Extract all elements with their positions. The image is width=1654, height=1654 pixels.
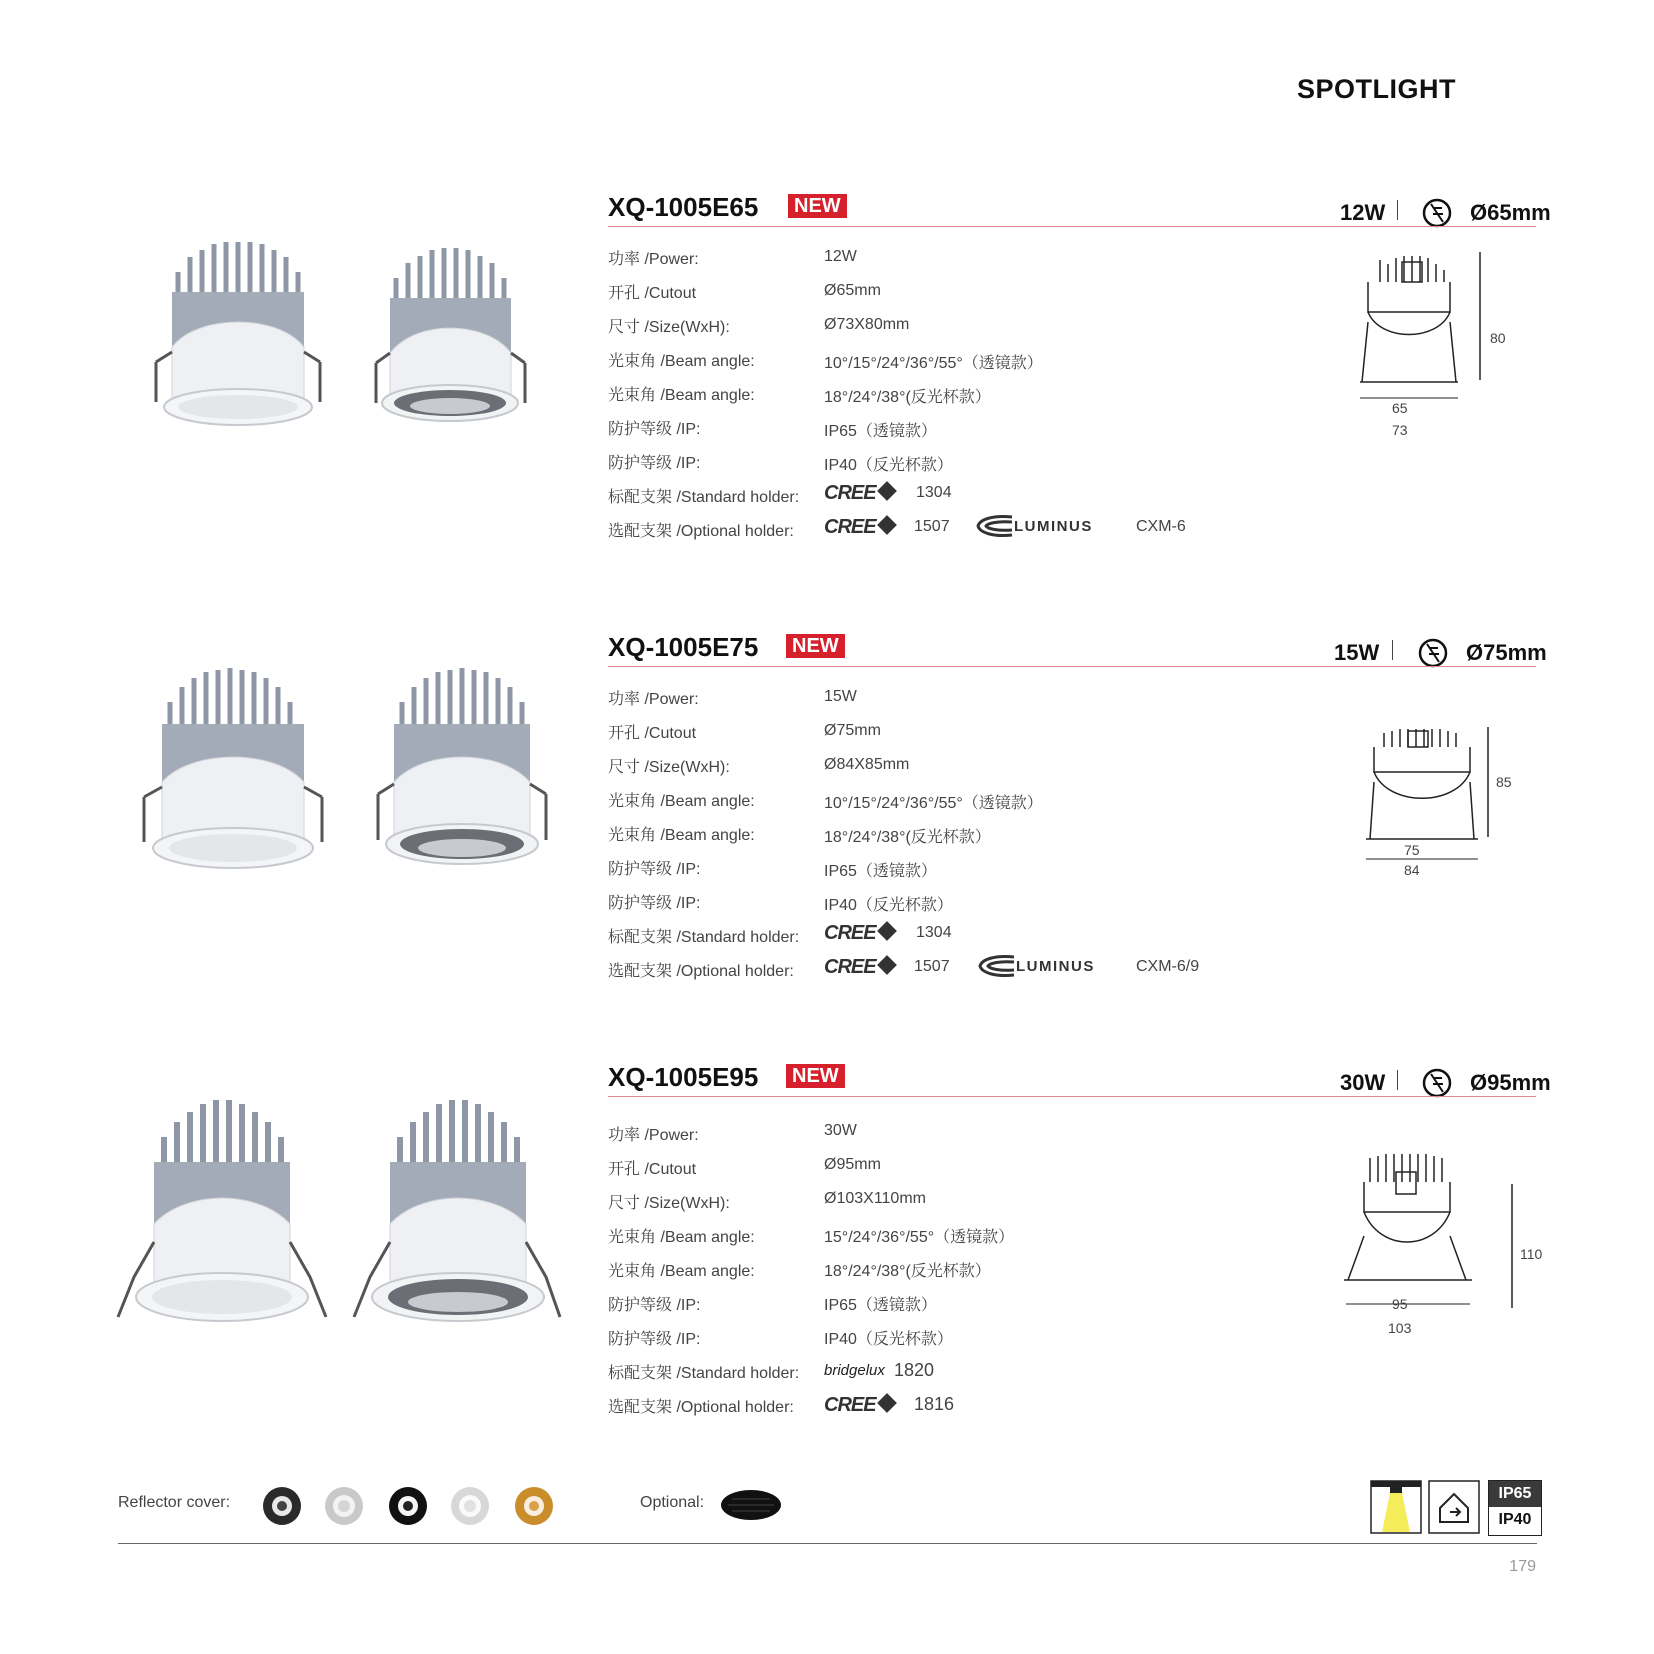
spec-label: 标配支架 /Standard holder: [608, 489, 800, 506]
spec-value: 18°/24°/38°(反光杯款） [824, 829, 991, 846]
holder-number: 1304 [916, 484, 952, 501]
spec-value: IP40（反光杯款） [824, 1331, 953, 1348]
product-photo-reflector [350, 1092, 564, 1342]
spec-label: 防护等级 /IP: [608, 1297, 701, 1314]
spec-label: 功率 /Power: [608, 251, 699, 268]
cutout-heading: Ø75mm [1466, 640, 1547, 665]
product-section [0, 632, 1654, 1052]
spec-label: 开孔 /Cutout [608, 285, 697, 302]
page-category: SPOTLIGHT [1297, 74, 1456, 104]
spec-label: 选配支架 /Optional holder: [608, 1399, 794, 1416]
optional-accessory-icon [720, 1488, 782, 1522]
spec-label: 尺寸 /Size(WxH): [608, 319, 730, 336]
cutout-heading: Ø65mm [1470, 200, 1551, 225]
title-rule [608, 1096, 1536, 1097]
spec-label: 光束角 /Beam angle: [608, 353, 755, 370]
footer-rule [118, 1543, 1537, 1544]
product-section [0, 1062, 1654, 1482]
reflector-swatch [388, 1486, 428, 1526]
product-photo-reflector [368, 238, 533, 438]
spec-value: 15W [824, 688, 857, 705]
reflector-cover-swatches [262, 1486, 562, 1526]
cree-logo [824, 516, 894, 539]
spec-value: 10°/15°/24°/36°/55°（透镜款） [824, 355, 1043, 372]
dimension-outer: 103 [1388, 1320, 1412, 1336]
spec-label: 防护等级 /IP: [608, 895, 701, 912]
title-rule [608, 666, 1536, 667]
spec-label: 功率 /Power: [608, 1127, 699, 1144]
ip-rating-badge [1488, 1480, 1542, 1536]
cree-logo [824, 922, 894, 945]
divider [1397, 1070, 1398, 1090]
spec-label: 光束角 /Beam angle: [608, 1229, 755, 1246]
dimension-height: 85 [1496, 774, 1512, 790]
spec-label: 尺寸 /Size(WxH): [608, 1195, 730, 1212]
bridgelux-logo: bridgelux [824, 1362, 885, 1379]
model-title: XQ-1005E75 [608, 632, 759, 662]
holder-number: 1507 [914, 958, 950, 975]
cree-logo-text: CREE [824, 1394, 876, 1416]
reflector-swatch [262, 1486, 302, 1526]
spec-value: 18°/24°/38°(反光杯款） [824, 1263, 991, 1280]
spec-label: 防护等级 /IP: [608, 1331, 701, 1348]
holder-number: 1820 [894, 1360, 935, 1380]
cree-logo-text: CREE [824, 922, 876, 944]
spec-label: 防护等级 /IP: [608, 455, 701, 472]
dimension-drawing [1360, 727, 1520, 887]
luminus-logo: LUMINUS [1016, 958, 1095, 975]
spec-value: IP65（透镜款） [824, 1297, 937, 1314]
product-photo-reflector [372, 662, 552, 887]
spec-value: IP40（反光杯款） [824, 897, 953, 914]
dimension-inner: 75 [1404, 842, 1420, 858]
spec-value: Ø75mm [824, 722, 881, 739]
spec-value: IP65（透镜款） [824, 423, 937, 440]
ip65-label: IP65 [1489, 1481, 1541, 1507]
new-badge: NEW [788, 194, 847, 218]
divider [1392, 640, 1393, 660]
spec-label: 光束角 /Beam angle: [608, 1263, 755, 1280]
indoor-home-icon [1428, 1480, 1480, 1534]
reflector-cover-label: Reflector cover: [118, 1494, 231, 1511]
reflector-swatch [324, 1486, 364, 1526]
dimension-drawing [1340, 252, 1500, 412]
page-number: 179 [1509, 1558, 1536, 1575]
divider [1397, 200, 1398, 220]
spec-value: Ø95mm [824, 1156, 881, 1173]
dimension-drawing [1336, 1152, 1526, 1322]
product-photo-white [114, 1092, 330, 1342]
spec-value: 10°/15°/24°/36°/55°（透镜款） [824, 795, 1043, 812]
spec-value: IP65（透镜款） [824, 863, 937, 880]
spec-label: 开孔 /Cutout [608, 725, 697, 742]
cutout-heading: Ø95mm [1470, 1070, 1551, 1095]
holder-number: CXM-6/9 [1136, 958, 1200, 975]
holder-number: 1816 [914, 1394, 955, 1414]
downlight-beam-icon [1370, 1480, 1422, 1534]
spec-value: 15°/24°/36°/55°（透镜款） [824, 1229, 1015, 1246]
spec-label: 选配支架 /Optional holder: [608, 963, 794, 980]
power-heading: 12W [1340, 200, 1386, 225]
new-badge: NEW [786, 634, 845, 658]
cree-logo-text: CREE [824, 482, 876, 504]
spec-value: 30W [824, 1122, 857, 1139]
spec-value: 18°/24°/38°(反光杯款） [824, 389, 991, 406]
spec-label: 防护等级 /IP: [608, 421, 701, 438]
spec-value: Ø103X110mm [824, 1190, 926, 1207]
spec-label: 功率 /Power: [608, 691, 699, 708]
dimension-inner: 65 [1392, 400, 1408, 416]
luminus-logo: LUMINUS [1014, 518, 1093, 535]
title-rule [608, 226, 1536, 227]
optional-label: Optional: [640, 1494, 705, 1511]
cree-logo-text: CREE [824, 516, 876, 538]
spec-label: 开孔 /Cutout [608, 1161, 697, 1178]
spec-label: 防护等级 /IP: [608, 861, 701, 878]
holder-number: 1507 [914, 518, 950, 535]
reflector-swatch [450, 1486, 490, 1526]
product-photo-white [138, 662, 328, 887]
ip40-label: IP40 [1498, 1511, 1532, 1528]
luminus-logo-icon [976, 953, 1016, 979]
dimension-height: 110 [1520, 1246, 1543, 1262]
cree-logo [824, 482, 894, 505]
spec-value: Ø73X80mm [824, 316, 910, 333]
spec-label: 尺寸 /Size(WxH): [608, 759, 730, 776]
dimension-outer: 84 [1404, 862, 1420, 878]
product-photo-white [148, 232, 328, 442]
spec-label: 选配支架 /Optional holder: [608, 523, 794, 540]
spec-label: 光束角 /Beam angle: [608, 793, 755, 810]
spec-value: Ø84X85mm [824, 756, 910, 773]
spec-value: 12W [824, 248, 857, 265]
spec-label: 标配支架 /Standard holder: [608, 1365, 800, 1382]
power-heading: 15W [1334, 640, 1380, 665]
cutout-icon [1418, 638, 1448, 668]
dimension-outer: 73 [1392, 422, 1408, 438]
spec-label: 光束角 /Beam angle: [608, 387, 755, 404]
model-title: XQ-1005E65 [608, 192, 759, 222]
dimension-height: 80 [1490, 330, 1506, 346]
cree-logo-text: CREE [824, 956, 876, 978]
luminus-logo-icon [974, 513, 1014, 539]
spec-value: IP40（反光杯款） [824, 457, 953, 474]
cree-logo [824, 1394, 894, 1417]
product-section [0, 192, 1654, 612]
spec-value: Ø65mm [824, 282, 881, 299]
model-title: XQ-1005E95 [608, 1062, 759, 1092]
cutout-icon [1422, 1068, 1452, 1098]
reflector-swatch [514, 1486, 554, 1526]
spec-label: 标配支架 /Standard holder: [608, 929, 800, 946]
spec-label: 光束角 /Beam angle: [608, 827, 755, 844]
power-heading: 30W [1340, 1070, 1386, 1095]
dimension-inner: 95 [1392, 1296, 1408, 1312]
new-badge: NEW [786, 1064, 845, 1088]
holder-number: CXM-6 [1136, 518, 1186, 535]
holder-number: 1304 [916, 924, 952, 941]
cree-logo [824, 956, 894, 979]
cutout-icon [1422, 198, 1452, 228]
